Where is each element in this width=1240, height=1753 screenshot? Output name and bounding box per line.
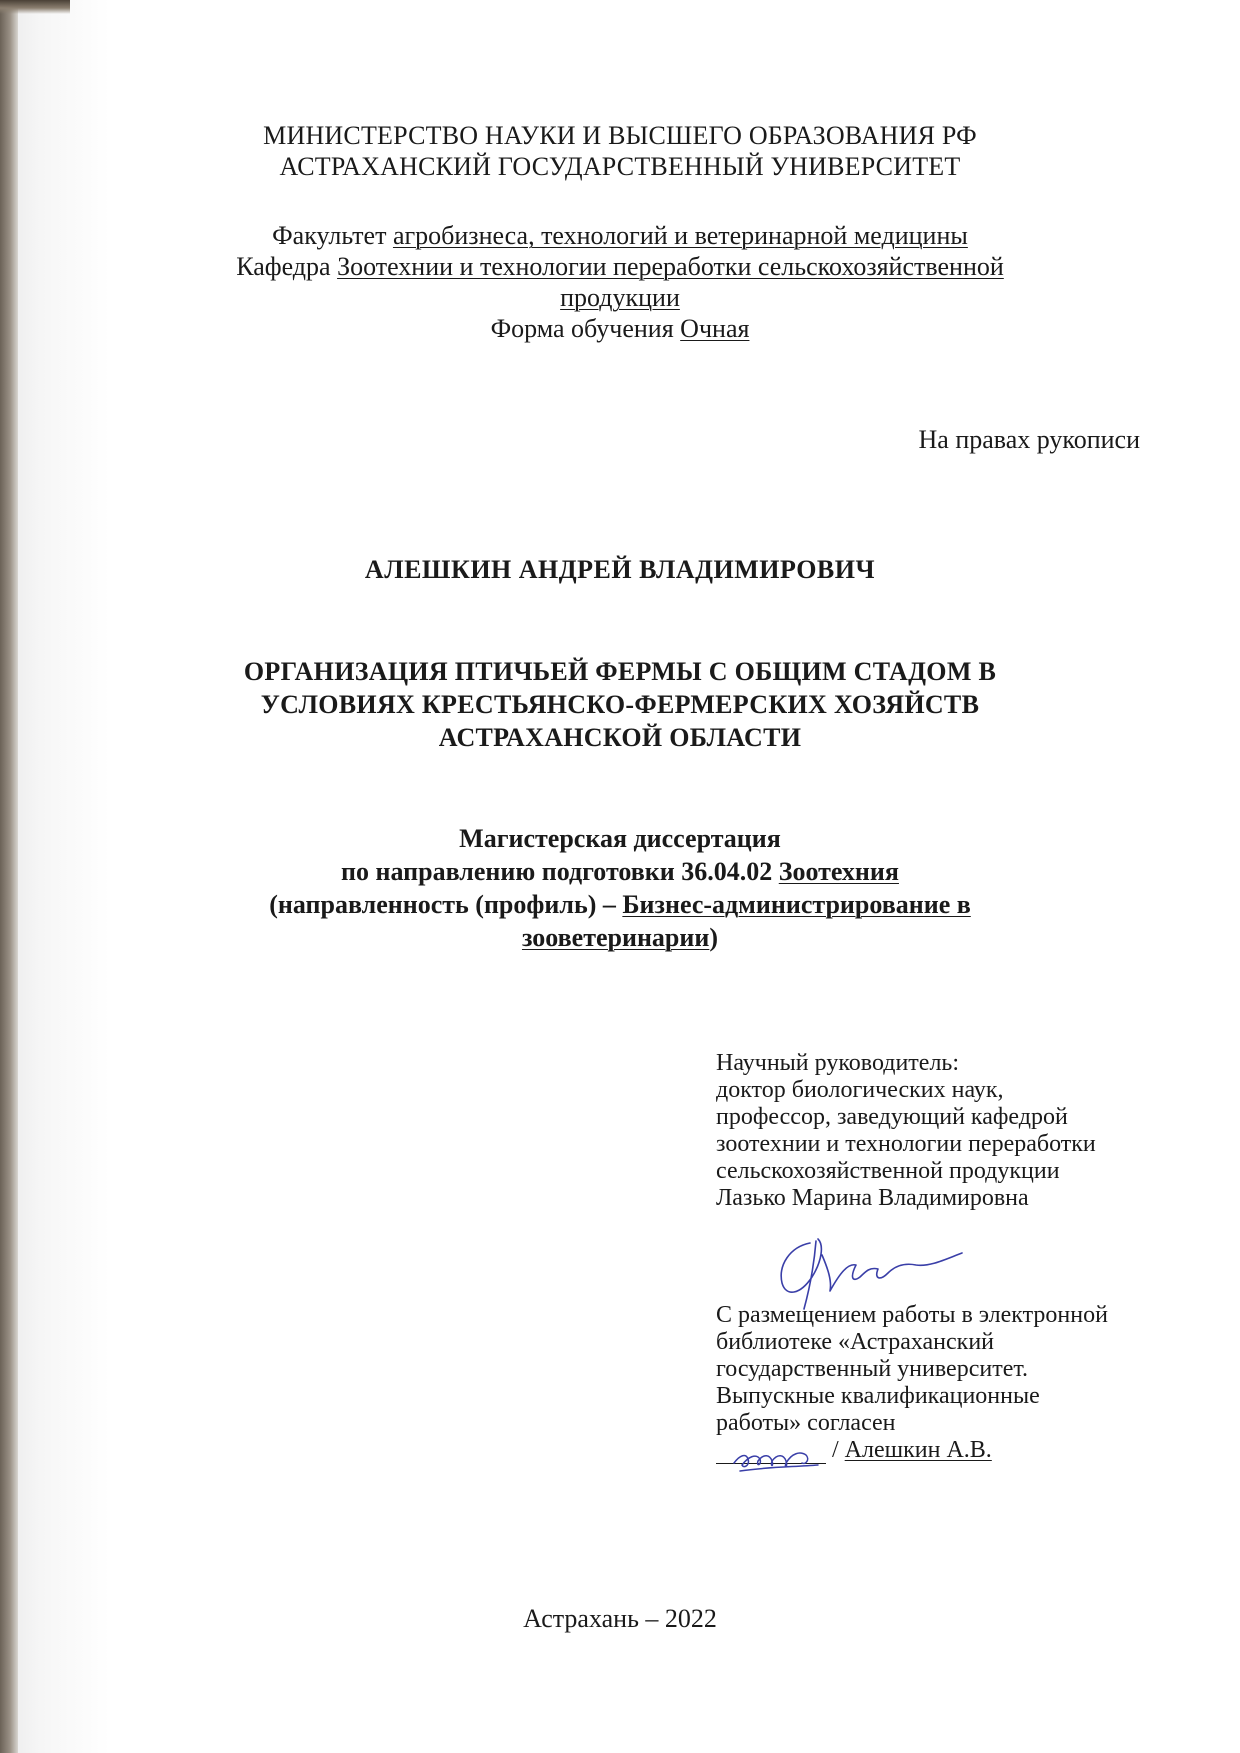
department-line2: [0, 282, 1240, 313]
faculty-label: Факультет: [272, 221, 393, 250]
header-block: [0, 120, 1240, 182]
manuscript-rights: На правах рукописи: [918, 425, 1140, 454]
profile-line2: [0, 921, 1240, 954]
author-name: АЛЕШКИН АНДРЕЙ ВЛАДИМИРОВИЧ: [364, 555, 876, 584]
consent-line2: библиотеке «Астраханский: [716, 1329, 995, 1355]
supervisor-label: Научный руководитель:: [716, 1050, 960, 1076]
direction-prefix: по направлению подготовки 36.04.02: [341, 857, 779, 886]
profile-prefix: (направленность (профиль) –: [269, 890, 623, 919]
profile-value-line1: Бизнес-администрирование в: [622, 890, 971, 919]
department-line: [0, 251, 1240, 282]
ministry-name: МИНИСТЕРСТВО НАУКИ И ВЫСШЕГО ОБРАЗОВАНИЯ РФ: [263, 121, 977, 150]
profile-line: [0, 888, 1240, 921]
supervisor-degree: доктор биологических наук,: [716, 1077, 1004, 1103]
university-name: АСТРАХАНСКИЙ ГОСУДАРСТВЕННЫЙ УНИВЕРСИТЕТ: [279, 152, 961, 181]
author-signature-line: [716, 1439, 826, 1464]
faculty-value: агробизнеса, технологий и ветеринарной медицины: [392, 221, 968, 250]
supervisor-department-cont: сельскохозяйственной продукции: [716, 1158, 1060, 1184]
department-value-line1: Зоотехнии и технологии переработки сельскохозяйственной: [337, 252, 1004, 281]
dissertation-type: Магистерская диссертация: [459, 824, 781, 853]
direction-value: Зоотехния: [778, 857, 899, 886]
title-line2: УСЛОВИЯХ КРЕСТЬЯНСКО-ФЕРМЕРСКИХ ХОЗЯЙСТВ: [260, 690, 980, 719]
supervisor-name: Лазько Марина Владимировна: [716, 1185, 1029, 1211]
supervisor-block: [716, 1050, 1156, 1212]
faculty-block: [0, 220, 1240, 344]
city-year: Астрахань – 2022: [523, 1604, 717, 1633]
supervisor-department: зоотехнии и технологии переработки: [716, 1131, 1096, 1157]
sign-separator: /: [826, 1437, 845, 1463]
consent-line4: Выпускные квалификационные: [716, 1383, 1040, 1409]
study-form-line: [0, 313, 1240, 344]
faculty-line: [0, 220, 1240, 251]
profile-value-line2: зооветеринарии: [521, 923, 710, 952]
consent-line1: С размещением работы в электронной: [716, 1302, 1108, 1328]
department-value-line2: продукции: [560, 283, 680, 312]
dissertation-info: [0, 822, 1240, 954]
supervisor-position: профессор, заведующий кафедрой: [716, 1104, 1068, 1130]
study-form-label: Форма обучения: [490, 314, 681, 343]
consent-line3: государственный университет.: [716, 1356, 1029, 1382]
author-signature-row: [716, 1437, 1156, 1467]
direction-line: [0, 855, 1240, 888]
title-line3: АСТРАХАНСКОЙ ОБЛАСТИ: [438, 723, 802, 752]
scan-binding-corner: [0, 0, 70, 14]
profile-suffix: ): [709, 923, 719, 952]
consent-block: [716, 1302, 1156, 1467]
dissertation-title: [0, 655, 1240, 754]
study-form-value: Очная: [680, 314, 750, 343]
author-short-name: Алешкин А.В.: [844, 1437, 992, 1463]
department-label: Кафедра: [236, 252, 338, 281]
title-line1: ОРГАНИЗАЦИЯ ПТИЧЬЕЙ ФЕРМЫ С ОБЩИМ СТАДОМ В: [243, 657, 997, 686]
consent-line5: работы» согласен: [716, 1410, 896, 1436]
